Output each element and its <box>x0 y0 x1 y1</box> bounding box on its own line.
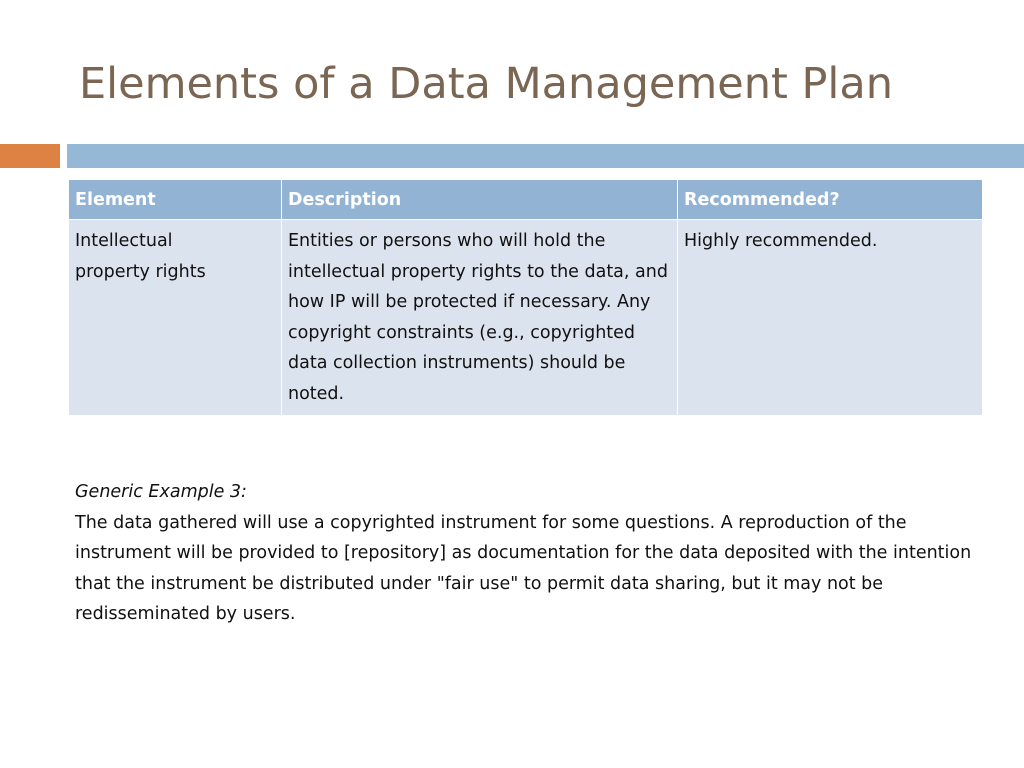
accent-bar-orange <box>0 144 60 168</box>
example-heading: Generic Example 3: <box>75 482 247 502</box>
header-recommended: Recommended? <box>678 180 983 220</box>
header-element: Element <box>69 180 282 220</box>
accent-bar-blue <box>67 144 1024 168</box>
dmp-elements-table <box>68 179 983 416</box>
cell-recommended: Highly recommended. <box>678 220 983 416</box>
cell-element: Intellectual property rights <box>69 220 282 416</box>
example-block <box>75 477 975 630</box>
table-row <box>69 220 983 416</box>
slide-title: Elements of a Data Management Plan <box>79 59 893 109</box>
header-description: Description <box>282 180 678 220</box>
example-text: The data gathered will use a copyrighted instrument for some questions. A reproduction of the instrument will be provided to [repository] as documentation for the data deposited with the intention that the instrument be distributed under "fair use" to permit data sharing, but it may not be redisseminated by users. <box>75 512 972 624</box>
table-header-row <box>69 180 983 220</box>
cell-description: Entities or persons who will hold the intellectual property rights to the data, and how IP will be protected if necessary. Any copyright constraints (e.g., copyrighted data collection instruments) should be noted. <box>282 220 678 416</box>
